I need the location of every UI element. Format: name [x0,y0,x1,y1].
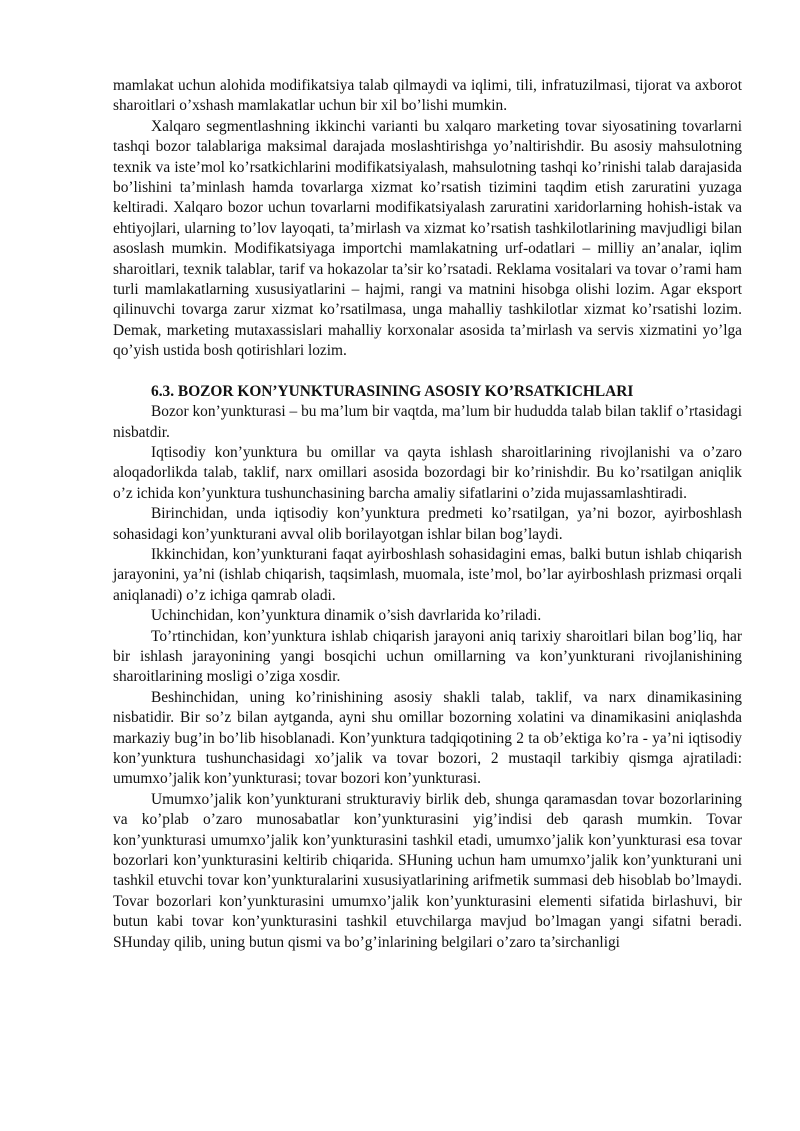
section-heading: 6.3. BOZOR KON’YUNKTURASINING ASOSIY KO’RSATKICHLARI [151,382,634,400]
paragraph: Uchinchidan, kon’yunktura dinamik o’sish davrlarida ko’riladi. [151,607,542,625]
paragraph: Ikkinchidan, kon’yunkturani faqat ayirboshlash sohasidagini emas, balki butun ishlab chiqarish jarayonini, ya’ni (ishlab chiqarish, taqsimlash, muomala, iste’mol, bo’lar ayirboshlash prizmasi orqali aniqlanadi) o’z ichiga qamrab oladi. [113,545,742,604]
paragraph: Umumxo’jalik kon’yunkturani strukturaviy birlik deb, shunga qaramasdan tovar bozorlarining va ko’plab o’zaro munosabatlar kon’yunkturasini yig’indisi deb qarash mumkin. Tovar kon’yunkturasi umumxo’jalik kon’yunkturasini tashkil etadi, umumxo’jalik kon’yunkturasi esa tovar bozorlari kon’yunkturasini keltirib chiqarida. SHuning uchun ham umumxo’jalik kon’yunkturani uni tashkil etuvchi tovar kon’yunkturalarini xususiyatlarining arifmetik summasi deb hisoblab bo’lmaydi. Tovar bozorlari kon’yunkturasini umumxo’jalik kon’yunkturasini elementi sifatida birlashuvi, bir butun kabi tovar kon’yunkturasini tashkil etuvchilarga mavjud bo’lmagan yangi sifatni beradi. SHunday qilib, uning butun qismi va bo’g’inlarining belgilari o’zaro ta’sirchanligi [113,790,742,951]
paragraph: Iqtisodiy kon’yunktura bu omillar va qayta ishlash sharoitlarining rivojlanishi va o’zaro aloqadorlikda talab, taklif, narx omillari asosida bozordagi bir ko’rinishdir. Bu ko’rsatilgan aniqlik o’z ichida kon’yunktura tushunchasining barcha amaliy sifatlarini o’zida mujassamlashtiradi. [113,443,742,502]
paragraph: To’rtinchidan, kon’yunktura ishlab chiqarish jarayoni aniq tarixiy sharoitlari bilan bog’liq, har bir ishlash jarayonining yangi bosqichi uchun omillarning va kon’yunkturani rivojlanishining sharoitlarining mosligi o’ziga xosdir. [113,627,742,686]
paragraph: mamlakat uchun alohida modifikatsiya talab qilmaydi va iqlimi, tili, infratuzilmasi, tijorat va axborot sharoitlari o’xshash mamlakatlar uchun bir xil bo’lishi mumkin. [113,77,742,115]
document-page [113,76,742,953]
paragraph: Bozor kon’yunkturasi – bu ma’lum bir vaqtda, ma’lum bir hududda talab bilan taklif o’rtasidagi nisbatdir. [113,403,742,441]
paragraph: Xalqaro segmentlashning ikkinchi varianti bu xalqaro marketing tovar siyosatining tovarlarni tashqi bozor talablariga maksimal darajada moslashtirishga yo’naltirishdir. Bu asosiy mahsulotning texnik va iste’mol ko’rsatkichlarini modifikatsiyalash, mahsulotning tashqi ko’rinishi talab darajasida bo’lishini ta’minlash hamda tovarlarga xizmat ko’rsatish tizimini taqdim etish zaruratini yuzaga keltiradi. Xalqaro bozor uchun tovarlarni modifikatsiyalash zaruratini xaridorlarning hohish-istak va ehtiyojlari, ularning to’lov layoqati, ta’mirlash va xizmat ko’rsatish tashkilotlarining mavjudligi bilan asoslash mumkin. Modifikatsiyaga importchi mamlakatning urf-odatlari – milliy an’analar, iqlim sharoitlari, texnik talablar, tarif va hokazolar ta’sir ko’rsatadi. Reklama vositalari va tovar o’rami ham turli mamlakatlarning xususiyatlarini – hajmi, rangi va matnini hisobga olishi lozim. Agar eksport qilinuvchi tovarga zarur xizmat ko’rsatilmasa, unga mahalliy tashkilotlar xizmat ko’rsatishi lozim. Demak, marketing mutaxassislari mahalliy korxonalar asosida ta’mirlash va servis xizmatini yo’lga qo’yish ustida bosh qotirishlari lozim. [113,117,742,360]
paragraph: Birinchidan, unda iqtisodiy kon’yunktura predmeti ko’rsatilgan, ya’ni bozor, ayirboshlash sohasidagi kon’yunkturani avval olib borilayotgan ishlar bilan bog’laydi. [113,505,742,543]
paragraph: Beshinchidan, uning ko’rinishining asosiy shakli talab, taklif, va narx dinamikasining nisbatidir. Bir so’z bilan aytganda, ayni shu omillar bozorning xolatini va dinamikasini aniqlashda markaziy bug’in bo’lib hisoblanadi. Kon’yunktura tadqiqotining 2 ta ob’ektiga ko’ra - ya’ni iqtisodiy kon’yunktura tushunchasidagi xo’jalik va tovar bozori, 2 mustaqil tarkibiy qismga ajratiladi: umumxo’jalik kon’yunkturasi; tovar bozori kon’yunkturasi. [113,688,742,788]
